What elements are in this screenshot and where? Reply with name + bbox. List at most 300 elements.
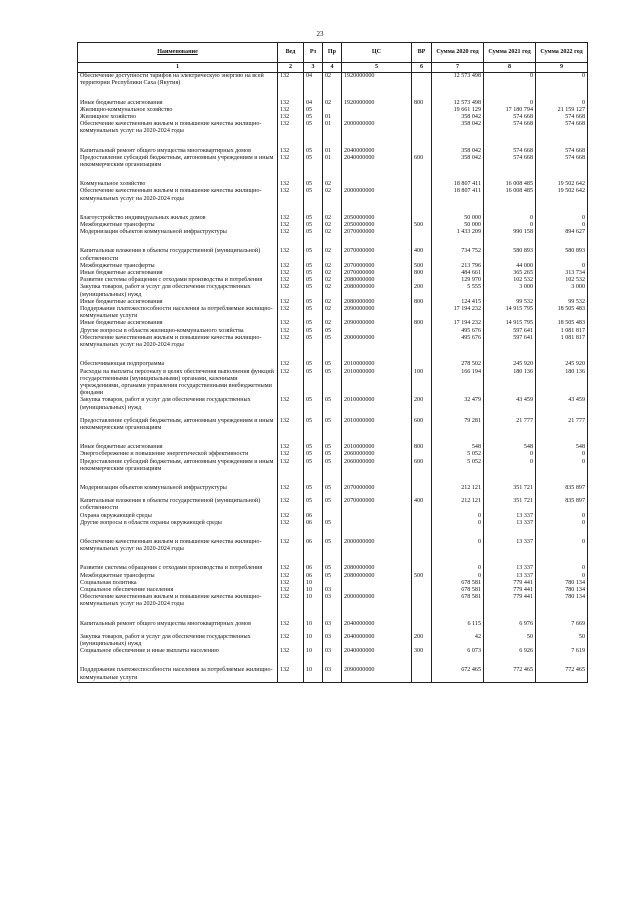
cell-s2: 779 441 [484, 580, 536, 587]
cell-s2: 597 641 [484, 328, 536, 335]
cell-cs: 2040000000 [342, 621, 412, 634]
cell-rz: 05 [304, 263, 323, 270]
cell-s2: 245 920 [484, 361, 536, 368]
cell-s3: 548 [536, 444, 588, 451]
cell-s2: 574 668 [484, 155, 536, 181]
cell-cs: 2070000000 [342, 498, 412, 512]
cell-s2: 43 459 [484, 397, 536, 417]
cell-ved: 132 [278, 621, 304, 634]
cell-pr: 01 [323, 148, 342, 155]
cell-s3: 574 668 [536, 155, 588, 181]
column-number: 6 [412, 63, 432, 73]
cell-pr: 05 [323, 459, 342, 485]
cell-vr: 800 [412, 444, 432, 451]
cell-s3: 50 [536, 634, 588, 648]
cell-name: Поддержание платежеспособности населения за потребляемые жилищно-коммунальные услуги [78, 667, 278, 682]
cell-rz: 05 [304, 451, 323, 458]
cell-rz: 10 [304, 648, 323, 667]
header-cs: ЦС [342, 43, 412, 63]
cell-name: Жилищное хозяйство [78, 114, 278, 121]
cell-s3: 313 734 [536, 270, 588, 277]
cell-pr: 03 [323, 594, 342, 620]
table-row [78, 328, 588, 335]
table-row [78, 498, 588, 512]
cell-cs: 2010000000 [342, 361, 412, 368]
cell-name: Модернизация объектов коммунальной инфраструктуры [78, 485, 278, 498]
cell-vr: 800 [412, 270, 432, 277]
table-row [78, 188, 588, 214]
cell-s1: 166 194 [432, 369, 484, 398]
cell-s3: 0 [536, 459, 588, 485]
cell-s2: 574 668 [484, 148, 536, 155]
cell-vr: 600 [412, 155, 432, 181]
cell-rz: 05 [304, 459, 323, 485]
table-row [78, 155, 588, 181]
cell-vr [412, 107, 432, 114]
cell-vr [412, 587, 432, 594]
column-number: 4 [323, 63, 342, 73]
cell-s3: 780 134 [536, 587, 588, 594]
cell-ved: 132 [278, 498, 304, 512]
cell-s1: 734 752 [432, 248, 484, 262]
cell-s3: 99 532 [536, 299, 588, 306]
cell-name: Модернизация объектов коммунальной инфраструктуры [78, 229, 278, 248]
cell-pr: 05 [323, 369, 342, 398]
cell-s3: 102 532 [536, 277, 588, 284]
cell-vr: 400 [412, 248, 432, 262]
cell-vr [412, 181, 432, 188]
table-row [78, 594, 588, 620]
cell-s2: 365 265 [484, 270, 536, 277]
cell-rz: 05 [304, 306, 323, 320]
cell-cs: 2080000000 [342, 565, 412, 572]
cell-s2: 180 136 [484, 369, 536, 398]
table-row [78, 539, 588, 565]
cell-s3: 835 897 [536, 485, 588, 498]
cell-name: Капитальные вложения в объекты государственной (муниципальной) собственности [78, 248, 278, 262]
cell-name: Иные бюджетные ассигнования [78, 320, 278, 327]
cell-s2: 0 [484, 73, 536, 100]
cell-s2: 17 180 794 [484, 107, 536, 114]
cell-s3: 21 159 127 [536, 107, 588, 114]
cell-cs: 2070000000 [342, 229, 412, 248]
cell-cs: 2060000000 [342, 459, 412, 485]
cell-vr: 800 [412, 299, 432, 306]
cell-s3: 574 668 [536, 148, 588, 155]
table-row [78, 148, 588, 155]
cell-s1: 17 194 232 [432, 320, 484, 327]
cell-rz: 05 [304, 320, 323, 327]
cell-cs [342, 114, 412, 121]
cell-pr: 05 [323, 520, 342, 539]
cell-s3: 1 081 817 [536, 335, 588, 361]
cell-rz: 05 [304, 444, 323, 451]
cell-s2: 779 441 [484, 594, 536, 620]
cell-name: Социальное обеспечение населения [78, 587, 278, 594]
table-row [78, 335, 588, 361]
cell-name: Развитие системы обращения с отходами производства и потребления [78, 277, 278, 284]
cell-ved: 132 [278, 270, 304, 277]
cell-cs: 2000000000 [342, 539, 412, 565]
cell-rz: 05 [304, 299, 323, 306]
cell-name: Капитальные вложения в объекты государственной (муниципальной) собственности [78, 498, 278, 512]
cell-s1: 50 000 [432, 222, 484, 229]
table-header-row [78, 43, 588, 63]
header-sum-2021: Сумма 2021 год [484, 43, 536, 63]
cell-ved: 132 [278, 188, 304, 214]
cell-rz: 05 [304, 148, 323, 155]
cell-pr: 02 [323, 306, 342, 320]
cell-rz: 05 [304, 188, 323, 214]
cell-ved: 132 [278, 277, 304, 284]
cell-s3: 180 136 [536, 369, 588, 398]
cell-name: Капитальный ремонт общего имущества многоквартирных домов [78, 621, 278, 634]
cell-vr [412, 73, 432, 100]
cell-pr: 03 [323, 621, 342, 634]
cell-s3: 0 [536, 451, 588, 458]
table-row [78, 215, 588, 222]
cell-vr: 600 [412, 459, 432, 485]
cell-name: Закупка товаров, работ и услуг для обеспечения государственных (муниципальных) нужд [78, 397, 278, 417]
cell-ved: 132 [278, 284, 304, 298]
cell-s1: 358 042 [432, 114, 484, 121]
cell-cs: 2070000000 [342, 248, 412, 262]
cell-name: Предоставление субсидий бюджетным, автономным учреждениям и иным некоммерческим организациям [78, 155, 278, 181]
cell-rz: 05 [304, 270, 323, 277]
cell-vr [412, 513, 432, 520]
cell-cs: 2040000000 [342, 155, 412, 181]
cell-ved: 132 [278, 306, 304, 320]
cell-name: Капитальный ремонт общего имущества многоквартирных домов [78, 148, 278, 155]
header-rz: Рз [304, 43, 323, 63]
cell-ved: 132 [278, 248, 304, 262]
cell-vr: 200 [412, 397, 432, 417]
cell-s1: 0 [432, 539, 484, 565]
cell-ved: 132 [278, 539, 304, 565]
cell-vr: 200 [412, 284, 432, 298]
cell-name: Иные бюджетные ассигнования [78, 444, 278, 451]
cell-s3: 18 505 483 [536, 320, 588, 327]
cell-rz: 05 [304, 498, 323, 512]
cell-ved: 132 [278, 335, 304, 361]
cell-cs: 1920000000 [342, 73, 412, 100]
cell-name: Благоустройство индивидуальных жилых домов [78, 215, 278, 222]
cell-name: Закупка товаров, работ и услуг для обеспечения государственных (муниципальных) нужд [78, 634, 278, 648]
cell-s2: 6 926 [484, 648, 536, 667]
cell-s1: 1 433 209 [432, 229, 484, 248]
cell-s2: 44 000 [484, 263, 536, 270]
cell-rz: 05 [304, 215, 323, 222]
cell-ved: 132 [278, 222, 304, 229]
cell-ved: 132 [278, 299, 304, 306]
budget-table [77, 42, 588, 683]
cell-vr [412, 188, 432, 214]
cell-cs: 2090000000 [342, 667, 412, 682]
table-row [78, 263, 588, 270]
cell-ved: 132 [278, 361, 304, 368]
cell-cs: 2050000000 [342, 215, 412, 222]
cell-s3: 772 465 [536, 667, 588, 682]
table-row [78, 621, 588, 634]
cell-ved: 132 [278, 181, 304, 188]
cell-pr: 01 [323, 155, 342, 181]
cell-name: Предоставление субсидий бюджетным, автономным учреждениям и иным некоммерческим организациям [78, 459, 278, 485]
cell-s2: 99 532 [484, 299, 536, 306]
cell-ved: 132 [278, 100, 304, 107]
cell-cs: 2040000000 [342, 148, 412, 155]
column-number-row [78, 63, 588, 73]
cell-s1: 484 661 [432, 270, 484, 277]
cell-pr: 02 [323, 299, 342, 306]
cell-ved: 132 [278, 444, 304, 451]
cell-pr: 05 [323, 397, 342, 417]
header-pr: Пр [323, 43, 342, 63]
cell-pr: 02 [323, 100, 342, 107]
cell-s3: 574 668 [536, 121, 588, 147]
cell-name: Иные бюджетные ассигнования [78, 299, 278, 306]
table-row [78, 648, 588, 667]
table-row [78, 634, 588, 648]
cell-name: Межбюджетные трансферты [78, 573, 278, 580]
table-row [78, 580, 588, 587]
cell-pr: 01 [323, 121, 342, 147]
cell-cs: 2010000000 [342, 418, 412, 444]
cell-vr [412, 594, 432, 620]
cell-ved: 132 [278, 594, 304, 620]
cell-s3: 0 [536, 215, 588, 222]
cell-s2: 13 337 [484, 565, 536, 572]
cell-vr [412, 148, 432, 155]
cell-ved: 132 [278, 73, 304, 100]
cell-name: Межбюджетные трансферты [78, 263, 278, 270]
cell-s3: 0 [536, 73, 588, 100]
cell-pr: 02 [323, 188, 342, 214]
cell-rz: 05 [304, 229, 323, 248]
cell-s3: 1 081 817 [536, 328, 588, 335]
cell-rz: 05 [304, 181, 323, 188]
cell-rz: 05 [304, 114, 323, 121]
header-sum-2020: Сумма 2020 год [432, 43, 484, 63]
cell-name: Иные бюджетные ассигнования [78, 270, 278, 277]
cell-ved: 132 [278, 229, 304, 248]
cell-cs: 2010000000 [342, 397, 412, 417]
cell-pr: 05 [323, 328, 342, 335]
cell-s1: 18 807 411 [432, 181, 484, 188]
cell-name: Охрана окружающей среды [78, 513, 278, 520]
cell-name: Обеспечение качественным жильем и повышение качества жилищно-коммунальных услуг на 2020-2024 годы [78, 188, 278, 214]
table-row [78, 284, 588, 298]
table-row [78, 513, 588, 520]
cell-s3: 835 897 [536, 498, 588, 512]
table-row [78, 520, 588, 539]
cell-pr: 03 [323, 587, 342, 594]
cell-name: Межбюджетные трансферты [78, 222, 278, 229]
cell-rz: 05 [304, 418, 323, 444]
cell-s2: 14 915 795 [484, 306, 536, 320]
cell-ved: 132 [278, 634, 304, 648]
cell-rz: 10 [304, 594, 323, 620]
cell-name: Другие вопросы в области охраны окружающей среды [78, 520, 278, 539]
column-number: 1 [78, 63, 278, 73]
cell-s3: 0 [536, 100, 588, 107]
cell-ved: 132 [278, 513, 304, 520]
column-number: 8 [484, 63, 536, 73]
cell-s2: 351 721 [484, 485, 536, 498]
cell-s1: 0 [432, 513, 484, 520]
cell-s2: 16 008 485 [484, 188, 536, 214]
cell-s1: 19 661 129 [432, 107, 484, 114]
cell-cs: 2070000000 [342, 485, 412, 498]
cell-s1: 12 573 498 [432, 73, 484, 100]
cell-s1: 0 [432, 565, 484, 572]
cell-s2: 574 668 [484, 121, 536, 147]
cell-vr: 500 [412, 573, 432, 580]
table-row [78, 229, 588, 248]
cell-cs: 2050000000 [342, 222, 412, 229]
cell-vr [412, 229, 432, 248]
cell-vr [412, 451, 432, 458]
cell-vr: 500 [412, 222, 432, 229]
cell-ved: 132 [278, 451, 304, 458]
cell-s3: 894 627 [536, 229, 588, 248]
table-row [78, 667, 588, 682]
cell-s2: 0 [484, 451, 536, 458]
cell-s1: 124 415 [432, 299, 484, 306]
cell-s1: 678 581 [432, 594, 484, 620]
cell-cs: 2090000000 [342, 306, 412, 320]
cell-pr: 05 [323, 485, 342, 498]
cell-pr: 05 [323, 335, 342, 361]
cell-s3: 7 669 [536, 621, 588, 634]
cell-ved: 132 [278, 215, 304, 222]
cell-ved: 132 [278, 397, 304, 417]
cell-s1: 5 052 [432, 451, 484, 458]
cell-vr [412, 361, 432, 368]
cell-s3: 780 134 [536, 594, 588, 620]
table-row [78, 397, 588, 417]
column-number: 5 [342, 63, 412, 73]
cell-s2: 574 668 [484, 114, 536, 121]
cell-s2: 779 441 [484, 587, 536, 594]
table-row [78, 306, 588, 320]
cell-ved: 132 [278, 328, 304, 335]
cell-name: Коммунальное хозяйство [78, 181, 278, 188]
cell-ved: 132 [278, 155, 304, 181]
cell-s1: 212 121 [432, 498, 484, 512]
cell-vr: 200 [412, 634, 432, 648]
cell-cs: 2040000000 [342, 648, 412, 667]
cell-s2: 102 532 [484, 277, 536, 284]
cell-s2: 3 000 [484, 284, 536, 298]
cell-s3: 0 [536, 520, 588, 539]
cell-pr: 02 [323, 222, 342, 229]
cell-s2: 16 008 485 [484, 181, 536, 188]
cell-pr [323, 513, 342, 520]
cell-pr: 02 [323, 215, 342, 222]
table-row [78, 248, 588, 262]
cell-ved: 132 [278, 121, 304, 147]
cell-s3: 43 459 [536, 397, 588, 417]
table-row [78, 418, 588, 444]
cell-s2: 0 [484, 459, 536, 485]
cell-cs: 2010000000 [342, 369, 412, 398]
cell-s3: 0 [536, 513, 588, 520]
cell-name: Расходы на выплаты персоналу в целях обеспечения выполнения функций государственными (муниципальными) органами, казенными учреждениями, органами управления государственными внебюджетными фондами [78, 369, 278, 398]
cell-cs [342, 520, 412, 539]
cell-rz: 10 [304, 621, 323, 634]
cell-s1: 495 676 [432, 335, 484, 361]
cell-s2: 13 337 [484, 520, 536, 539]
cell-pr: 02 [323, 248, 342, 262]
cell-rz: 10 [304, 634, 323, 648]
cell-s2: 13 337 [484, 573, 536, 580]
cell-name: Энергосбережение и повышение энергетической эффективности [78, 451, 278, 458]
cell-s1: 495 676 [432, 328, 484, 335]
cell-s2: 351 721 [484, 498, 536, 512]
table-row [78, 299, 588, 306]
cell-rz: 06 [304, 539, 323, 565]
cell-vr [412, 580, 432, 587]
cell-vr [412, 565, 432, 572]
table-row [78, 361, 588, 368]
cell-s1: 672 465 [432, 667, 484, 682]
cell-s1: 212 121 [432, 485, 484, 498]
cell-rz: 04 [304, 100, 323, 107]
cell-vr: 800 [412, 320, 432, 327]
cell-s1: 678 581 [432, 587, 484, 594]
cell-s1: 358 042 [432, 121, 484, 147]
cell-s1: 5 555 [432, 284, 484, 298]
cell-rz: 10 [304, 587, 323, 594]
cell-s2: 0 [484, 100, 536, 107]
cell-s1: 32 479 [432, 397, 484, 417]
cell-pr: 03 [323, 648, 342, 667]
cell-pr: 03 [323, 667, 342, 682]
cell-s3: 3 000 [536, 284, 588, 298]
cell-rz: 05 [304, 107, 323, 114]
cell-pr: 01 [323, 114, 342, 121]
cell-ved: 132 [278, 520, 304, 539]
table-row [78, 320, 588, 327]
cell-rz: 05 [304, 335, 323, 361]
cell-name: Обеспечение качественным жильем и повышение качества жилищно-коммунальных услуг на 2020-2024 годы [78, 335, 278, 361]
cell-ved: 132 [278, 485, 304, 498]
cell-vr [412, 485, 432, 498]
table-row [78, 573, 588, 580]
cell-s1: 42 [432, 634, 484, 648]
cell-cs: 2080000000 [342, 573, 412, 580]
cell-s2: 580 893 [484, 248, 536, 262]
cell-pr: 05 [323, 498, 342, 512]
cell-s1: 548 [432, 444, 484, 451]
cell-s1: 129 970 [432, 277, 484, 284]
cell-cs: 1920000000 [342, 100, 412, 107]
cell-vr [412, 215, 432, 222]
table-row [78, 100, 588, 107]
cell-name: Жилищно-коммунальное хозяйство [78, 107, 278, 114]
cell-s3: 245 920 [536, 361, 588, 368]
cell-s2: 13 337 [484, 513, 536, 520]
cell-rz: 05 [304, 222, 323, 229]
header-sum-2022: Сумма 2022 год [536, 43, 588, 63]
table-row [78, 565, 588, 572]
cell-pr: 02 [323, 277, 342, 284]
cell-name: Поддержание платежеспособности населения за потребляемые жилищно-коммунальные услуги [78, 306, 278, 320]
cell-ved: 132 [278, 418, 304, 444]
cell-vr [412, 539, 432, 565]
cell-s3: 0 [536, 263, 588, 270]
cell-s1: 358 042 [432, 155, 484, 181]
